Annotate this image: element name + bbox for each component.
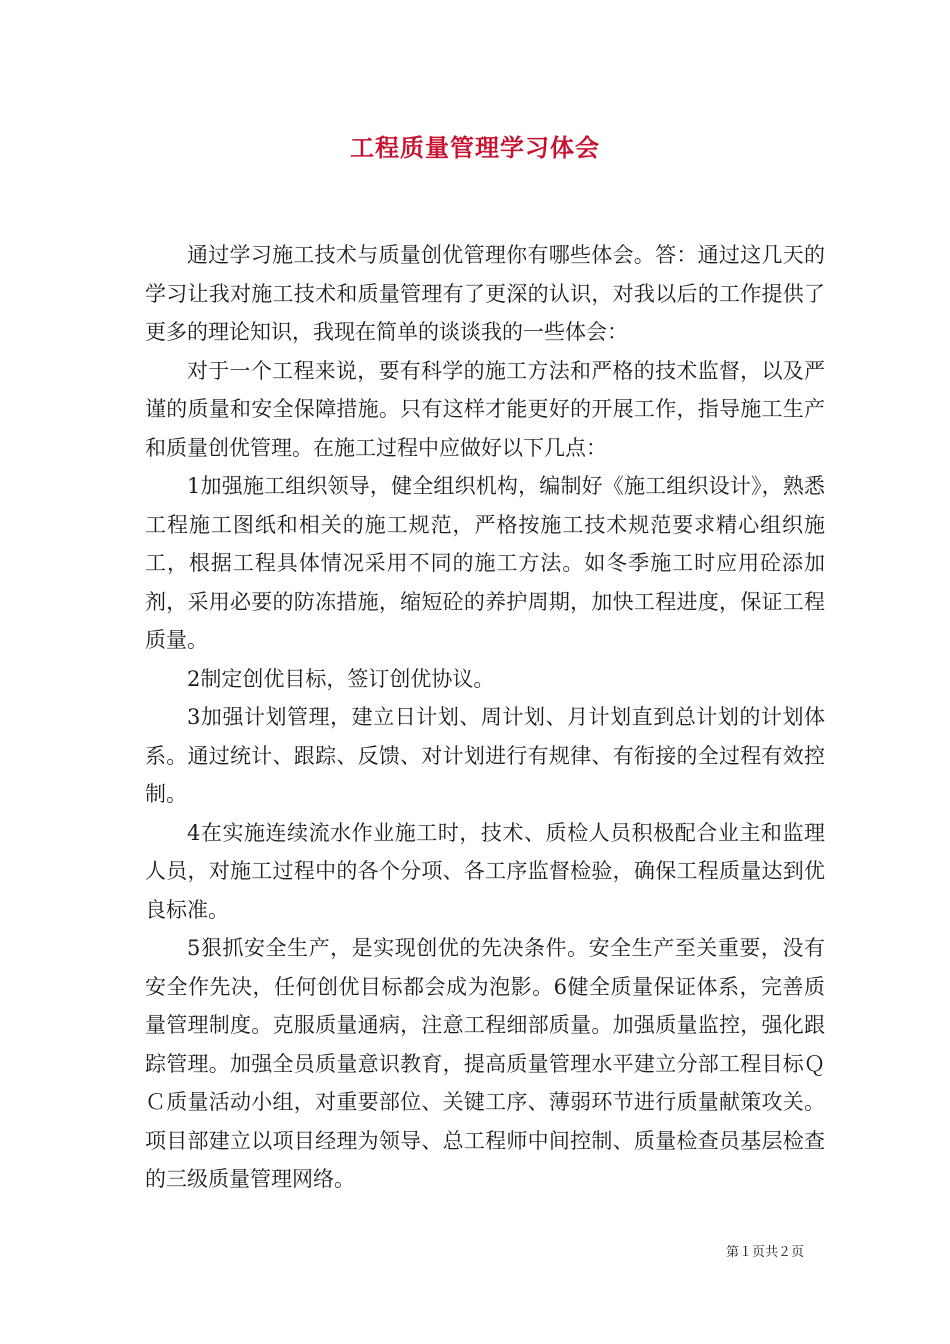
document-body [145,236,825,1199]
paragraph-point-3: 3加强计划管理，建立日计划、周计划、月计划直到总计划的计划体系。通过统计、跟踪、反馈、对计划进行有规律、有衔接的全过程有效控制。 [145,705,825,806]
paragraph-point-1: 1加强施工组织领导，健全组织机构，编制好《施工组织设计》，熟悉工程施工图纸和相关的施工规范，严格按施工技术规范要求精心组织施工，根据工程具体情况采用不同的施工方法。如冬季施工时应用砼添加剂，采用必要的防冻措施，缩短砼的养护周期，加快工程进度，保证工程质量。 [145,474,825,652]
paragraph-point-4: 4在实施连续流水作业施工时，技术、质检人员积极配合业主和监理人员，对施工过程中的各个分项、各工序监督检验，确保工程质量达到优良标准。 [145,820,825,922]
paragraph-point-5-6: 5狠抓安全生产，是实现创优的先决条件。安全生产至关重要，没有安全作先决，任何创优目标都会成为泡影。6健全质量保证体系，完善质量管理制度。克服质量通病，注意工程细部质量。加强质量监控，强化跟踪管理。加强全员质量意识教育，提高质量管理水平建立分部工程目标ＱＣ质量活动小组，对重要部位、关键工序、薄弱环节进行质量献策攻关。项目部建立以项目经理为领导、总工程师中间控制、质量检查员基层检查的三级质量管理网络。 [145,936,825,1191]
paragraph-point-2: 2制定创优目标，签订创优协议。 [187,666,495,691]
paragraph-intro: 通过学习施工技术与质量创优管理你有哪些体会。答：通过这几天的学习让我对施工技术和质量管理有了更深的认识，对我以后的工作提供了更多的理论知识，我现在简单的谈谈我的一些体会： [145,243,825,344]
paragraph-overview: 对于一个工程来说，要有科学的施工方法和严格的技术监督，以及严谨的质量和安全保障措施。只有这样才能更好的开展工作，指导施工生产和质量创优管理。在施工过程中应做好以下几点： [145,358,825,460]
page-number: 第１页共２页 [725,1245,804,1260]
document-title: 工程质量管理学习体会 [350,133,600,162]
